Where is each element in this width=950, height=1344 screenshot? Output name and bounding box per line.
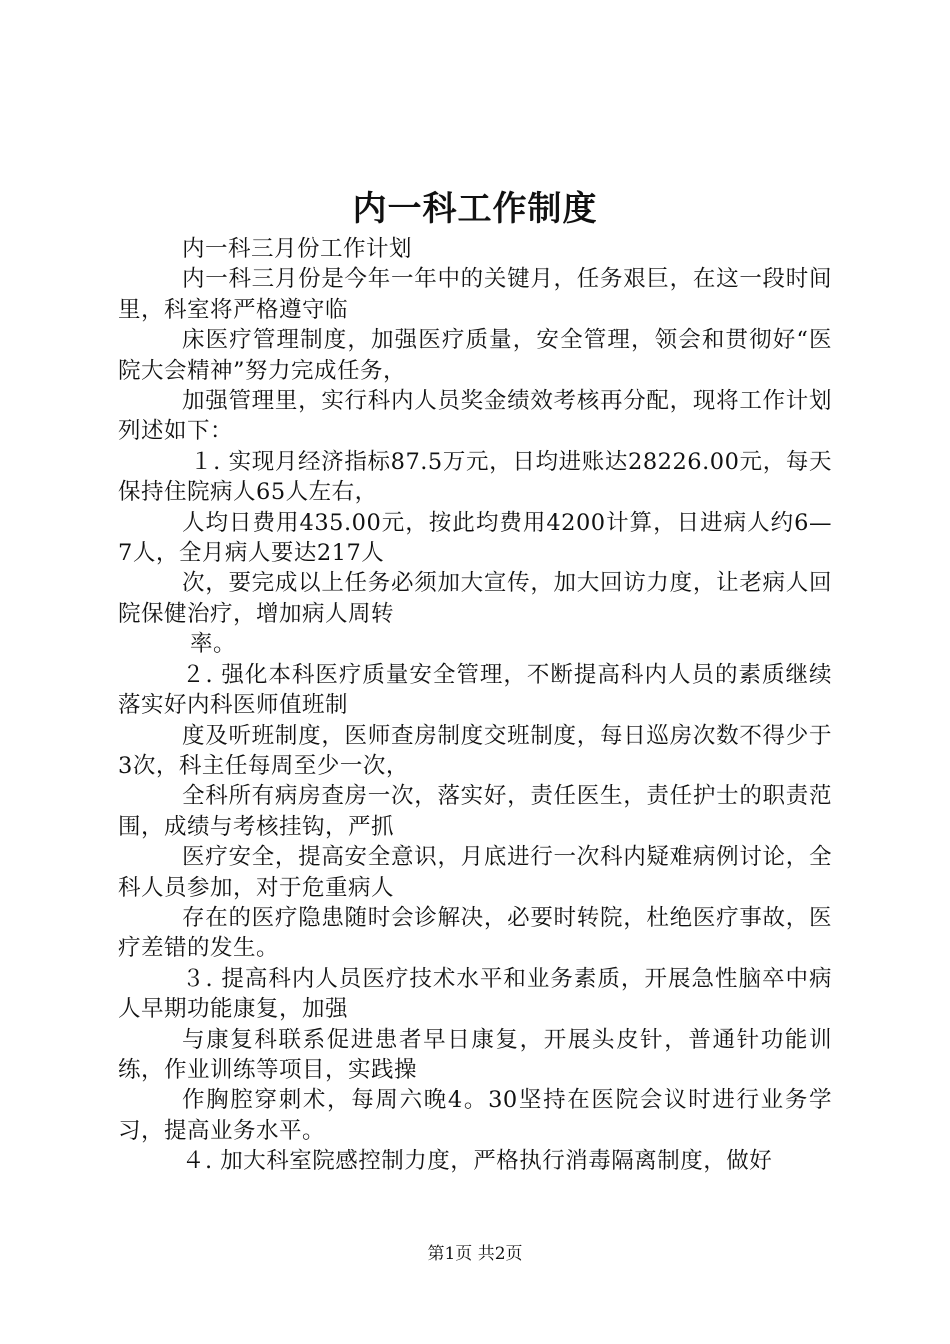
- paragraph: 度及听班制度，医师查房制度交班制度，每日巡房次数不得少于3次，科主任每周至少一次，: [118, 722, 832, 779]
- paragraph: 作胸腔穿刺术，每周六晚4。30坚持在医院会议时进行业务学习，提高业务水平。: [118, 1087, 832, 1144]
- paragraph: 加强管理里，实行科内人员奖金绩效考核再分配，现将工作计划列述如下：: [118, 388, 832, 445]
- page-footer: [0, 1242, 950, 1266]
- paragraph: 全科所有病房查房一次，落实好，责任医生，责任护士的职责范围，成绩与考核挂钩，严抓: [118, 783, 832, 840]
- paragraph: ４. 加大科室院感控制力度，严格执行消毒隔离制度，做好: [182, 1148, 773, 1175]
- page-indicator: 第1页 共2页: [427, 1244, 523, 1264]
- document-body: [118, 234, 832, 1177]
- paragraph: ３. 提高科内人员医疗技术水平和业务素质，开展急性脑卒中病人早期功能康复，加强: [118, 965, 832, 1023]
- paragraph: 人均日费用435.00元，按此均费用4200计算，日进病人约6—7人，全月病人要达217人: [118, 509, 832, 567]
- paragraph: ２. 强化本科医疗质量安全管理，不断提高科内人员的素质继续落实好内科医师值班制: [118, 661, 832, 719]
- paragraph: 存在的医疗隐患随时会诊解决，必要时转院，杜绝医疗事故，医疗差错的发生。: [118, 904, 832, 962]
- paragraph: １. 实现月经济指标87.5万元，日均进账达28226.00元，每天保持住院病人65人左右，: [118, 448, 832, 506]
- paragraph: 率。: [190, 631, 237, 658]
- paragraph: 床医疗管理制度，加强医疗质量，安全管理，领会和贯彻好“医院大会精神”努力完成任务，: [118, 327, 832, 384]
- paragraph: 次，要完成以上任务必须加大宣传，加大回访力度，让老病人回院保健治疗，增加病人周转: [118, 570, 832, 627]
- paragraph: 内一科三月份是今年一年中的关键月，任务艰巨，在这一段时间里，科室将严格遵守临: [118, 266, 832, 323]
- document-title: 内一科工作制度: [352, 189, 598, 229]
- paragraph: 与康复科联系促进患者早日康复，开展头皮针，普通针功能训练，作业训练等项目，实践操: [118, 1026, 832, 1083]
- paragraph: 内一科三月份工作计划: [182, 236, 413, 262]
- paragraph: 医疗安全，提高安全意识，月底进行一次科内疑难病例讨论，全科人员参加，对于危重病人: [118, 844, 832, 901]
